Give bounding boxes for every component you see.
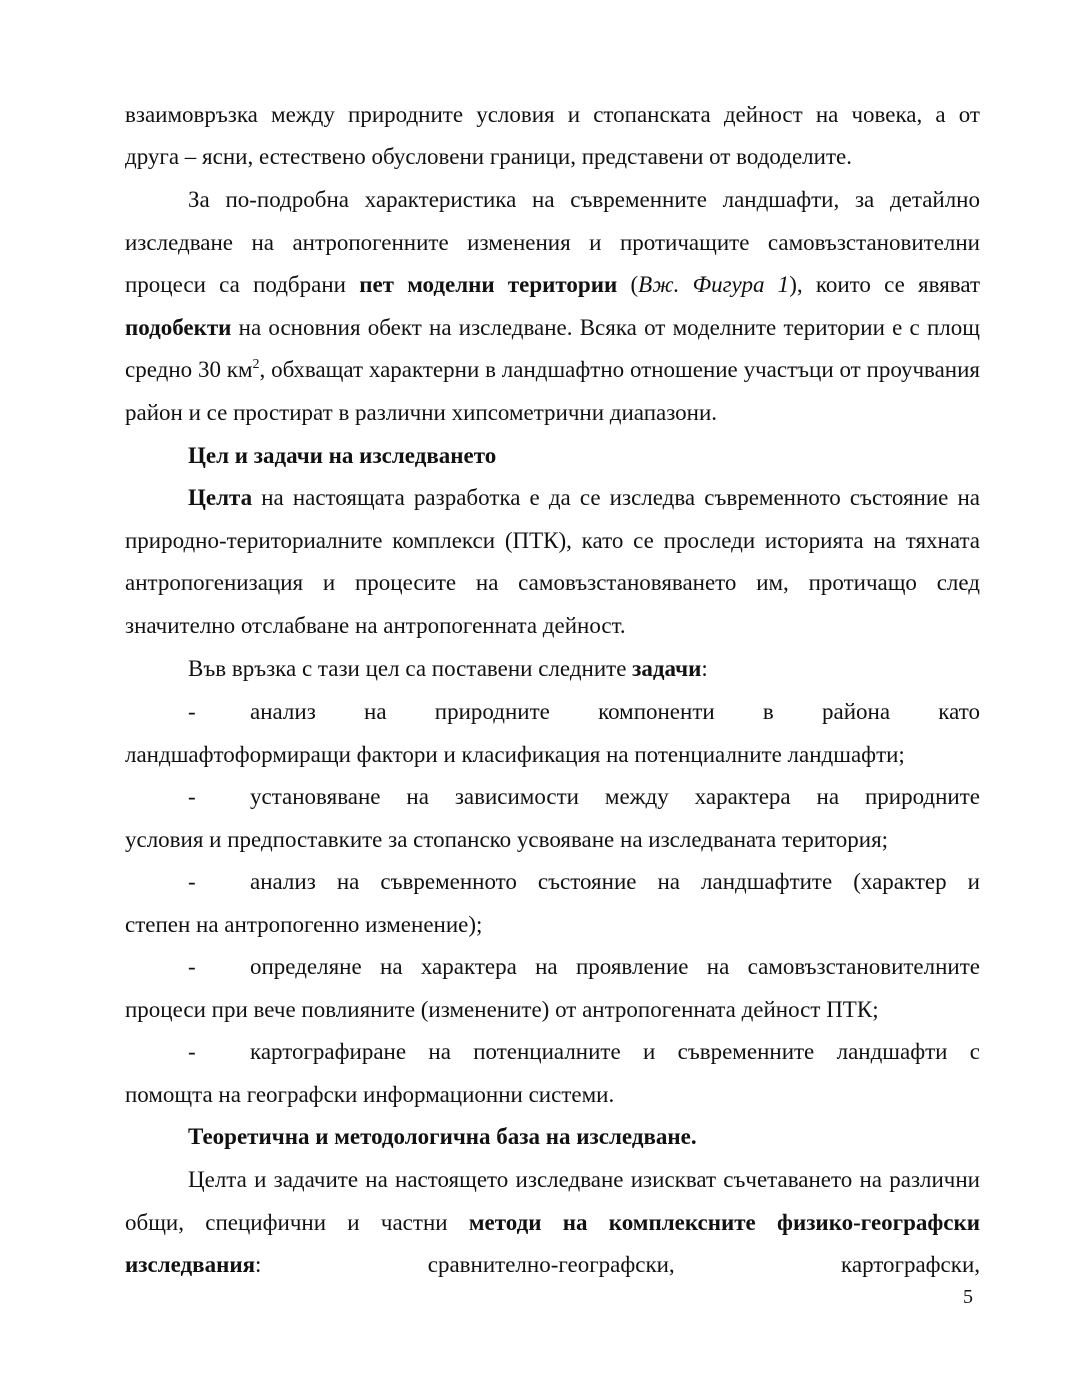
list-item-continuation: процеси при вече повлияните (изменените) от антропогенната дейност ПТК; [125, 996, 879, 1022]
list-item [125, 946, 980, 1031]
list-item [125, 861, 980, 946]
list-item-first-line [125, 861, 980, 904]
paragraph-intro-continued-end [125, 136, 980, 179]
bold-term: пет моделни територии [359, 272, 618, 297]
page-number: 5 [963, 1286, 973, 1308]
list-item-continuation: условия и предпоставките за стопанско усвояване на изследваната територия; [125, 826, 889, 852]
text-span: ), които се явяват [789, 272, 980, 297]
figure-reference: Вж. Фигура 1 [638, 272, 790, 297]
list-item-first-line [125, 691, 980, 734]
list-item-text: установяване на зависимости между характера на природните [250, 784, 980, 809]
list-item-continuation: помощта на географски информационни системи. [125, 1081, 615, 1107]
list-item-first-line [125, 1031, 980, 1074]
paragraph-goal [125, 477, 980, 647]
list-item-text: картографиране на потенциалните и съвременните ландшафти с [250, 1039, 980, 1064]
intro-line-1: взаимовръзка между природните условия и стопанската дейност на човека, а от [125, 102, 980, 127]
paragraph-tasks-intro [125, 648, 980, 691]
dash-marker: - [188, 699, 196, 724]
list-item-first-line [125, 776, 980, 819]
section-heading-goals: Цел и задачи на изследването [188, 443, 497, 468]
paragraph-intro-continued [125, 94, 980, 137]
section-heading-methodology: Теоретична и методологична база на изследване. [188, 1124, 697, 1149]
bold-term: задачи [632, 656, 702, 681]
dash-marker: - [188, 869, 196, 894]
bold-term: методи на комплексните физико-географски изследвания [125, 1209, 981, 1277]
dash-marker: - [188, 1039, 196, 1064]
text-span: , обхващат характерни в ландшафтно отношение участъци от проучвания район и се простират в различни хипсометрични диапазони. [125, 357, 981, 425]
bold-term: Целта [188, 485, 253, 510]
text-span: : [255, 1252, 262, 1277]
paragraph-methods [125, 1159, 980, 1287]
text-span: сравнително-географски, картографски, [261, 1252, 980, 1277]
list-item [125, 776, 980, 861]
text-span: ( [617, 272, 639, 297]
list-item [125, 691, 980, 776]
text-span: на настоящата разработка е да се изследва съвременното състояние на природно-териториалните комплекси (ПТК), като се проследи историята на тяхната антропогенизация и процесите на самовъзстановяването им, протичащо след значително отслабване на антропогенната дейност. [125, 485, 980, 638]
list-item-first-line [125, 946, 980, 989]
text-span: Целта и задачите на настоящето изследване изискват съчетаването на различни общи, специфични и частни [125, 1167, 980, 1235]
list-item [125, 1031, 980, 1116]
text-span: Във връзка с тази цел са поставени следните [188, 656, 633, 681]
list-item-continuation: степен на антропогенно изменение); [125, 911, 483, 937]
text-span: За по-подробна характеристика на съвременните ландшафти, за детайлно изследване на антропогенните изменения и протичащите самовъзстановителни процеси са подбрани [125, 187, 980, 297]
list-item-continuation: ландшафтоформиращи фактори и класификация на потенциалните ландшафти; [125, 741, 905, 767]
text-span: на основния обект на изследване. Всяка от моделните територии е с площ средно 30 км [125, 314, 980, 382]
bold-term: подобекти [125, 314, 232, 340]
paragraph-model-territories [125, 179, 980, 434]
list-item-text: определяне на характера на проявление на самовъзстановителните [250, 954, 980, 979]
superscript: 2 [252, 357, 260, 372]
list-item-text: анализ на съвременното състояние на ландшафтите (характер и [250, 869, 980, 894]
intro-line-2: друга – ясни, естествено обусловени граници, представени от вододелите. [125, 144, 852, 169]
dash-marker: - [188, 784, 196, 809]
dash-marker: - [188, 954, 196, 979]
text-span: : [701, 656, 708, 681]
list-item-text: анализ на природните компоненти в района като [250, 699, 980, 724]
